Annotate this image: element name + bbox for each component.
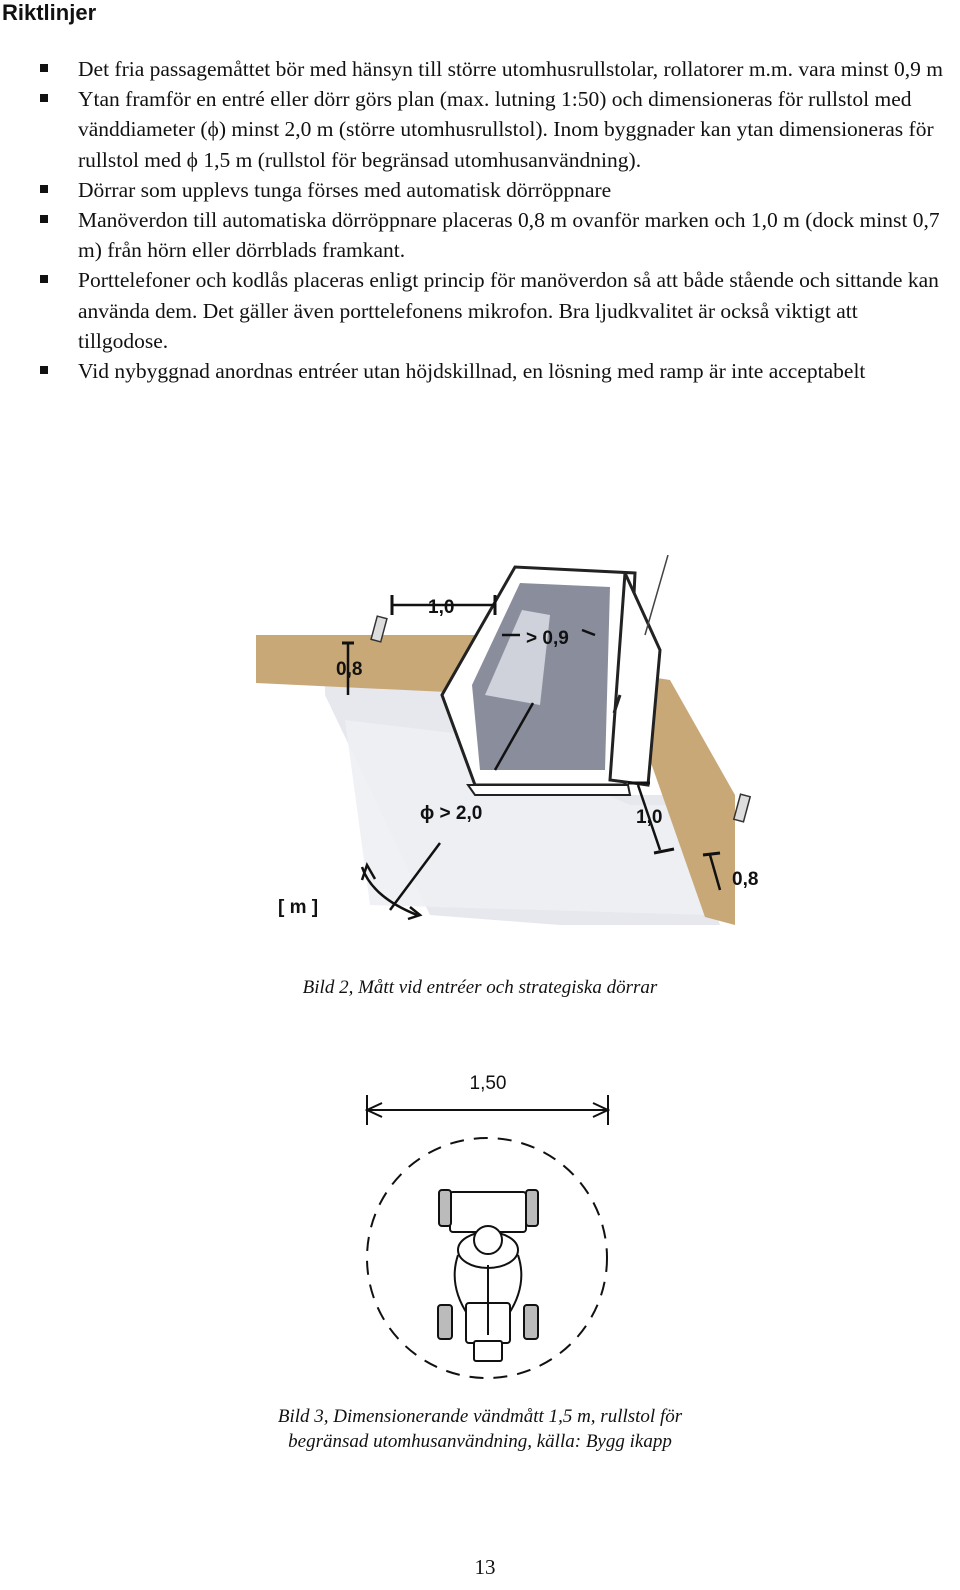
dim-label-top-height: 0,8 — [336, 659, 363, 680]
list-item — [40, 54, 945, 84]
unit-label: [ m ] — [278, 897, 319, 918]
list-item — [40, 84, 945, 175]
bullet-square-icon — [40, 366, 48, 374]
page-number: 13 — [474, 1555, 496, 1579]
guideline-list — [40, 54, 945, 386]
dim-label-right-height: 0,8 — [732, 869, 759, 890]
list-item-text: Det fria passagemåttet bör med hänsyn till större utomhusrullstolar, rollatorer m.m. vara minst 0,9 m — [78, 57, 943, 81]
list-item-text: Porttelefoner och kodlås placeras enligt princip för manöverdon så att både stående och sittande kan använda dem. Det gäller även porttelefonens mikrofon. Bra ljudkvalitet är också viktigt att tillgodose. — [78, 268, 939, 353]
dim-label-turning-diameter: ϕ > 2,0 — [420, 803, 483, 824]
list-item-text: Dörrar som upplevs tunga förses med automatisk dörröppnare — [78, 177, 612, 202]
list-item-text: Vid nybyggnad anordnas entréer utan höjdskillnad, en lösning med ramp är inte acceptabelt — [78, 359, 866, 384]
figure3-caption-line1: Bild 3, Dimensionerande vändmått 1,5 m, rullstol för — [277, 1406, 683, 1427]
figure3-caption-line2: begränsad utomhusanvändning, källa: Bygg ikapp — [288, 1431, 672, 1452]
list-item-text: Manöverdon till automatiska dörröppnare placeras 0,8 m ovanför marken och 1,0 m (dock minst 0,7 m) från hörn eller dörrblads framkant. — [78, 208, 940, 263]
section-heading: Riktlinjer — [2, 0, 97, 25]
bullet-square-icon — [40, 94, 48, 102]
dim-label-right-width: 1,0 — [636, 807, 663, 828]
dim-label-door: > 0,9 — [526, 628, 569, 649]
bullet-square-icon — [40, 64, 48, 72]
bullet-square-icon — [40, 215, 48, 223]
figure2-caption: Bild 2, Mått vid entréer och strategiska dörrar — [302, 977, 658, 998]
entrance-dimension-illustration — [250, 555, 770, 945]
dim-label-top-width: 1,0 — [428, 597, 455, 618]
list-item — [40, 205, 945, 265]
dim-label-diameter: 1,50 — [469, 1073, 507, 1094]
list-item — [40, 356, 945, 386]
list-item — [40, 265, 945, 356]
list-item — [40, 175, 945, 205]
bullet-square-icon — [40, 275, 48, 283]
list-item-text: Ytan framför en entré eller dörr görs plan (max. lutning 1:50) och dimensioneras för rullstol med vänddiameter (ϕ) minst 2,0 m (större utomhusrullstol). Inom byggnader kan ytan dimensioneras för rullstol med ϕ 1,5 m (rullstol för begränsad utomhusanvändning). — [78, 87, 934, 172]
wheelchair-turning-circle-illustration — [340, 1065, 630, 1405]
bullet-square-icon — [40, 185, 48, 193]
